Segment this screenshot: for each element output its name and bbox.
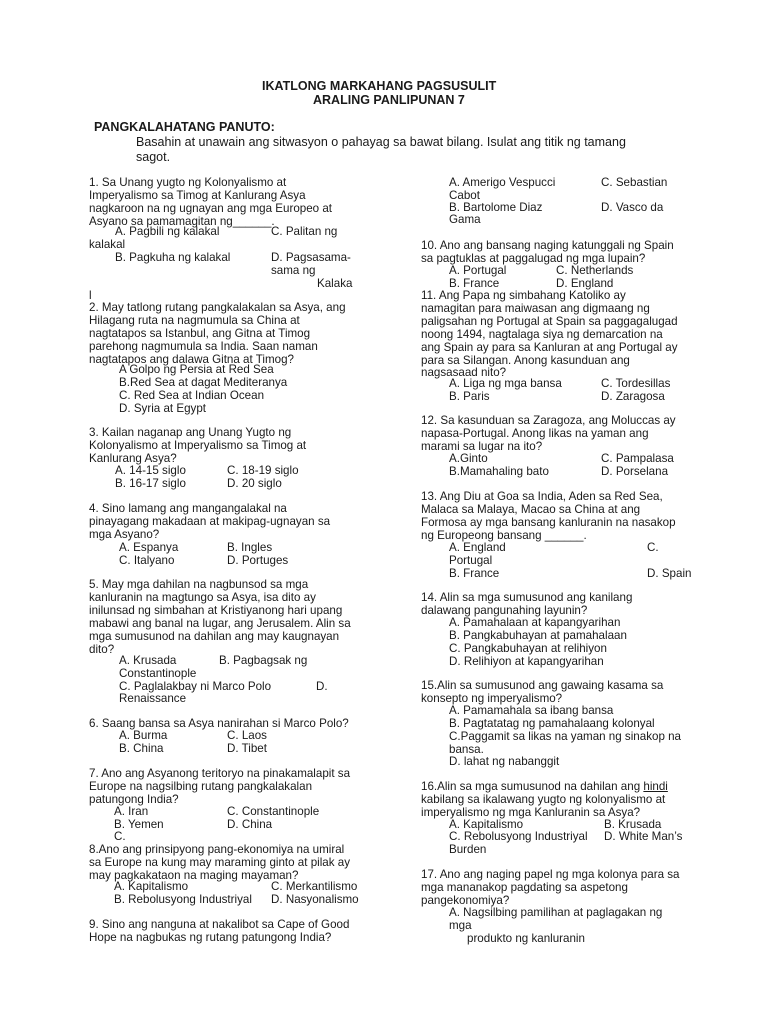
q9-option-c: C. Sebastian [601, 176, 668, 189]
q4-text: mga Asyano? [89, 528, 160, 541]
q15-option: C.Paggamit sa likas na yaman ng sinakop na [449, 730, 682, 743]
q10-option-c: C. Netherlands [556, 264, 634, 277]
instructions-line-2: sagot. [136, 150, 171, 164]
q4-option-a: A. Espanya [119, 541, 179, 554]
q17-option-a-cont: produkto ng kanluranin [467, 932, 585, 945]
q12-option-a: A.Ginto [449, 452, 488, 465]
q13-option-c: C. [647, 541, 659, 554]
q13-text: Malaca sa Malaya, Macao sa China at ang [421, 503, 641, 516]
q2-option: A Golpo ng Persia at Red Sea [119, 363, 274, 376]
q7-option-d: D. China [227, 818, 273, 831]
q3-option-b: B. 16-17 siglo [115, 477, 186, 490]
q3-text: Kolonyalismo at Imperyalismo sa Timog at [89, 439, 307, 452]
q5-option-c: C. Paglalakbay ni Marco Polo [119, 680, 272, 693]
q17-text: mga mananakop pagdating sa aspetong [421, 881, 628, 894]
q15-option: B. Pagtatatag ng pamahalaang kolonyal [449, 717, 655, 730]
q5-text: 5. May mga dahilan na nagbunsod sa mga [89, 578, 309, 591]
q13-text: ng Europeong bansang ______. [421, 529, 587, 542]
q9-option-a-cont: Cabot [449, 189, 480, 202]
q5-option-b: B. Pagbagsak ng [219, 654, 308, 667]
q9-option-d: D. Vasco da [601, 201, 664, 214]
page-subtitle: ARALING PANLIPUNAN 7 [313, 93, 465, 107]
q13-option-d: D. Spain [647, 567, 692, 580]
q2-option: C. Red Sea at Indian Ocean [119, 389, 265, 402]
q4-text: pinayagang makadaan at makipag-ugnayan sa [89, 515, 331, 528]
q12-option-d: D. Porselana [601, 465, 669, 478]
q8-option-d: D. Nasyonalismo [271, 893, 359, 906]
q16-text [421, 780, 668, 793]
q7-text: 7. Ano ang Asyanong teritoryo na pinakamalapit sa [89, 767, 351, 780]
q10-text: sa pagtuklas at paggalugad ng mga lupain? [421, 252, 646, 265]
q8-option-c: C. Merkantilismo [271, 880, 358, 893]
q16-emphasis: hindi [643, 780, 668, 793]
q3-text: 3. Kailan naganap ang Unang Yugto ng [89, 426, 292, 439]
q5-option-a: A. Krusada [119, 654, 177, 667]
q5-text: dito? [89, 643, 115, 656]
q16-text: kabilang sa ikalawang yugto ng kolonyalismo at [421, 793, 666, 806]
q17-option-a: A. Nagsilbing pamilihan at paglagakan ng [449, 906, 663, 919]
q2-text: parehong nagmumula sa India. Saan naman [89, 340, 318, 353]
q8-text: may pagkakataon na maging mayaman? [89, 869, 299, 882]
q16-text: imperyalismo ng mga Kanluranin sa Asya? [421, 806, 641, 819]
q12-option-b: B.Mamahaling bato [449, 465, 549, 478]
q12-text: marami sa lugar na ito? [421, 440, 543, 453]
q10-option-b: B. France [449, 277, 500, 290]
q1-option-d-cont: Kalaka [317, 277, 353, 290]
q10-text: 10. Ano ang bansang naging katunggali ng Spain [421, 239, 674, 252]
q2-text: Hilagang ruta na nagmumula sa China at [89, 314, 300, 327]
q9-option-b-cont: Gama [449, 213, 481, 226]
q7-text: Europe na nagsilbing rutang pangkalakalan [89, 780, 313, 793]
q13-text: Formosa ay mga bansang kanluranin na nasakop [421, 516, 676, 529]
q14-option: B. Pangkabuhayan at pamahalaan [449, 629, 627, 642]
q15-option: A. Pamamahala sa ibang bansa [449, 704, 614, 717]
q17-option-a-cont: mga [449, 919, 472, 932]
q7-option-b: B. Yemen [114, 818, 164, 831]
q11-option-a: A. Liga ng mga bansa [449, 377, 562, 390]
q6-text: 6. Saang bansa sa Asya nanirahan si Marco Polo? [89, 717, 349, 730]
q12-text: 12. Sa kasunduan sa Zaragoza, ang Moluccas ay [421, 414, 676, 427]
page-title: IKATLONG MARKAHANG PAGSUSULIT [262, 79, 497, 93]
q12-text: napasa-Portugal. Anong likas na yaman ang [421, 427, 649, 440]
q14-option: D. Relihiyon at kapangyarihan [449, 655, 604, 668]
q17-text: 17. Ano ang naging papel ng mga kolonya para sa [421, 868, 680, 881]
q9-option-b: B. Bartolome Diaz [449, 201, 543, 214]
q5-option-d-cont: Renaissance [119, 692, 187, 705]
q9-option-a: A. Amerigo Vespucci [449, 176, 556, 189]
q5-option-b-cont: Constantinople [119, 667, 197, 680]
q9-text: Hope na nagbukas ng rutang patungong India? [89, 931, 332, 944]
q16-text-start: 16.Alin sa mga sumusunod na dahilan ang [421, 780, 644, 793]
instructions-heading: PANGKALAHATANG PANUTO: [94, 120, 275, 134]
q14-option: C. Pangkabuhayan at relihiyon [449, 642, 607, 655]
q2-text: 2. May tatlong rutang pangkalakalan sa Asya, ang [89, 301, 346, 314]
q5-text: kanluranin na magtungo sa Asya, isa dito ay [89, 591, 316, 604]
q1-text: Asyano sa pamamagitan ng______. [89, 215, 275, 228]
q1-option-b: B. Pagkuha ng kalakal [115, 251, 231, 264]
q2-text: nagtatapos sa Istanbul, ang Gitna at Timog [89, 327, 311, 340]
q1-option-d-cont: sama ng [271, 264, 316, 277]
q8-text: sa Europe na kung may maraming ginto at pilak ay [89, 856, 351, 869]
q15-text: 15.Alin sa sumusunod ang gawaing kasama sa [421, 679, 664, 692]
q5-text: inilunsad ng simbahan at Kristiyanong hari upang [89, 604, 343, 617]
q14-text: 14. Alin sa mga sumusunod ang kanilang [421, 591, 633, 604]
q15-option: bansa. [449, 743, 484, 756]
q1-option-d: D. Pagsasama- [271, 251, 351, 264]
q12-option-c: C. Pampalasa [601, 452, 674, 465]
q9-text: 9. Sino ang nanguna at nakalibot sa Cape of Good [89, 918, 350, 931]
q3-text: Kanlurang Asya? [89, 452, 177, 465]
q11-text: noong 1494, nagtalaga siya ng demarcation na [421, 328, 663, 341]
q16-option-c: C. Rebolusyong Industriyal [449, 830, 588, 843]
q8-text: 8.Ano ang prinsipyong pang-ekonomiya na umiral [89, 843, 345, 856]
q14-text: dalawang pangunahing layunin? [421, 604, 588, 617]
q1-option-c-cont: kalakal [89, 238, 126, 251]
q15-option: D. lahat ng nabanggit [449, 755, 560, 768]
q7-option-a: A. Iran [114, 805, 149, 818]
q11-option-d: D. Zaragosa [601, 390, 665, 403]
q2-text: nagtatapos ang dalawa Gitna at Timog? [89, 353, 294, 366]
q4-option-b: B. Ingles [227, 541, 273, 554]
q6-option-a: A. Burma [119, 729, 168, 742]
q1-option-a: A. Pagbili ng kalakal [115, 225, 220, 238]
q1-option-c: C. Palitan ng [271, 225, 338, 238]
q4-option-c: C. Italyano [119, 554, 175, 567]
q5-text: mga sumusunod na dahilan ang may kaugnayan [89, 630, 340, 643]
q4-text: 4. Sino lamang ang mangangalakal na [89, 502, 287, 515]
q11-option-b: B. Paris [449, 390, 490, 403]
instructions-line-1: Basahin at unawain ang sitwasyon o pahayag sa bawat bilang. Isulat ang titik ng tamang [136, 135, 626, 149]
q1-option-d-cont: l [89, 289, 92, 302]
q2-option: B.Red Sea at dagat Mediteranya [119, 376, 288, 389]
q17-text: pangekonomiya? [421, 894, 510, 907]
q16-option-b: B. Krusada [604, 818, 662, 831]
q13-option-a: A. England [449, 541, 506, 554]
q16-option-d-cont: Burden [449, 843, 487, 856]
q11-text: para sa Silangan. Anong kasunduan ang [421, 354, 630, 367]
q6-option-d: D. Tibet [227, 742, 267, 755]
q4-option-d: D. Portuges [227, 554, 289, 567]
q14-option: A. Pamahalaan at kapangyarihan [449, 616, 621, 629]
q11-text: nagsasaad nito? [421, 366, 507, 379]
q13-option-c-cont: Portugal [449, 554, 493, 567]
q1-text: nagkaroon na ng ugnayan ang mga Europeo at [89, 202, 333, 215]
q7-option-c: C. Constantinople [227, 805, 320, 818]
q1-text: 1. Sa Unang yugto ng Kolonyalismo at [89, 176, 287, 189]
q7-text: patungong India? [89, 793, 179, 806]
q3-option-c: C. 18-19 siglo [227, 464, 299, 477]
q11-text: namagitan para maiwasan ang digmaang ng [421, 302, 650, 315]
q5-text: mabawi ang banal na lugar, ang Jerusalem. Alin sa [89, 617, 351, 630]
q16-option-d: D. White Man’s [604, 830, 683, 843]
q8-option-a: A. Kapitalismo [114, 880, 189, 893]
q13-text: 13. Ang Diu at Goa sa India, Aden sa Red Sea, [421, 490, 663, 503]
q6-option-c: C. Laos [227, 729, 267, 742]
q8-option-b: B. Rebolusyong Industriyal [114, 893, 252, 906]
q10-option-a: A. Portugal [449, 264, 507, 277]
q10-option-d: D. England [556, 277, 614, 290]
q16-option-a: A. Kapitalismo [449, 818, 524, 831]
q3-option-a: A. 14-15 siglo [115, 464, 186, 477]
q13-option-b: B. France [449, 567, 500, 580]
q11-text: ang Spain ay para sa Kanluran at ang Portugal ay [421, 341, 678, 354]
q6-option-b: B. China [119, 742, 164, 755]
q3-option-d: D. 20 siglo [227, 477, 282, 490]
q5-option-d: D. [316, 680, 328, 693]
q11-text: 11. Ang Papa ng simbahang Katoliko ay [421, 289, 626, 302]
q2-option: D. Syria at Egypt [119, 402, 206, 415]
q1-text: Imperyalismo sa Timog at Kanlurang Asya [89, 189, 306, 202]
q7-stray-label: C. [114, 830, 126, 843]
q15-text: konsepto ng imperyalismo? [421, 692, 563, 705]
q11-option-c: C. Tordesillas [601, 377, 671, 390]
q11-text: paligsahan ng Portugal at Spain sa paggagalugad [421, 315, 678, 328]
